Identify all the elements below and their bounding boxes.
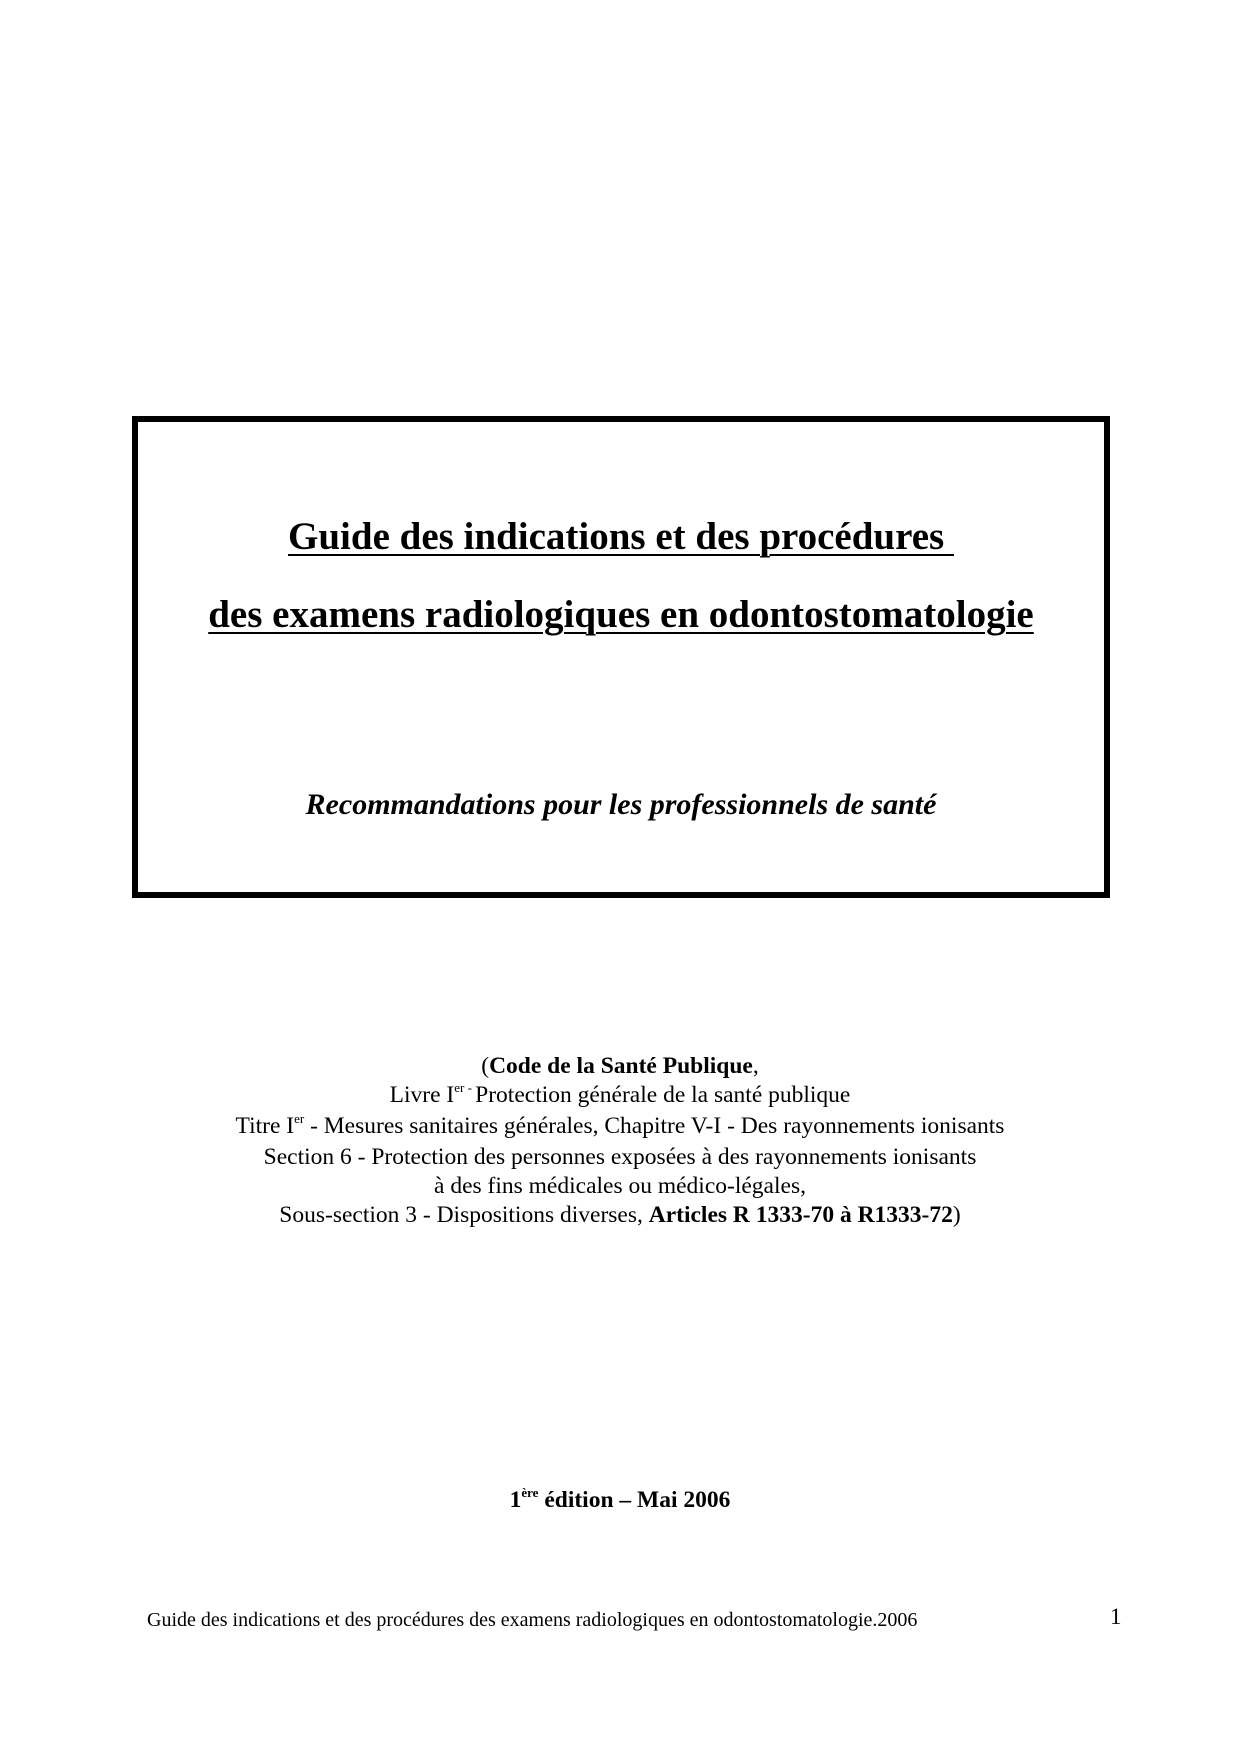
edition-sup: ère (521, 1485, 539, 1500)
legal-comma: , (752, 1053, 759, 1079)
legal-open-paren: ( (481, 1053, 490, 1079)
page-number: 1 (1110, 1604, 1122, 1629)
footer-text: Guide des indications et des procédures des examens radiologiques en odontostomatologie.2006 (147, 1609, 918, 1631)
livre-label: Livre I (389, 1082, 455, 1108)
titre-text: - Mesures sanitaires générales, Chapitre V-I - Des rayonnements ionisants (304, 1113, 1005, 1139)
sous-section-text: Sous-section 3 - Dispositions diverses, (279, 1202, 649, 1228)
legal-reference (0, 1052, 1240, 1230)
subtitle: Recommandations pour les professionnels de santé (305, 788, 937, 821)
title-box (132, 416, 1110, 898)
titre-sup: er (294, 1111, 305, 1126)
title-line-1: Guide des indications et des procédures (288, 515, 954, 558)
legal-line-5: à des fins médicales ou médico-légales, (434, 1173, 806, 1199)
legal-line-3 (0, 1112, 1240, 1143)
articles-reference: Articles R 1333-70 à R1333-72 (648, 1202, 953, 1228)
code-sante-publique: Code de la Santé Publique (489, 1053, 753, 1079)
edition (0, 1487, 1240, 1514)
legal-line-4: Section 6 - Protection des personnes exposées à des rayonnements ionisants (263, 1144, 977, 1170)
livre-sup: er - (454, 1080, 476, 1095)
edition-text: édition – Mai 2006 (538, 1487, 731, 1513)
legal-line-2 (0, 1081, 1240, 1112)
legal-line-1 (0, 1052, 1240, 1081)
titre-label: Titre I (235, 1113, 295, 1139)
livre-text: Protection générale de la santé publique (475, 1082, 851, 1108)
legal-close-paren: ) (952, 1202, 961, 1228)
legal-line-6 (0, 1201, 1240, 1230)
edition-number: 1 (509, 1487, 522, 1513)
title-line-2: des examens radiologiques en odontostomatologie (208, 593, 1034, 636)
